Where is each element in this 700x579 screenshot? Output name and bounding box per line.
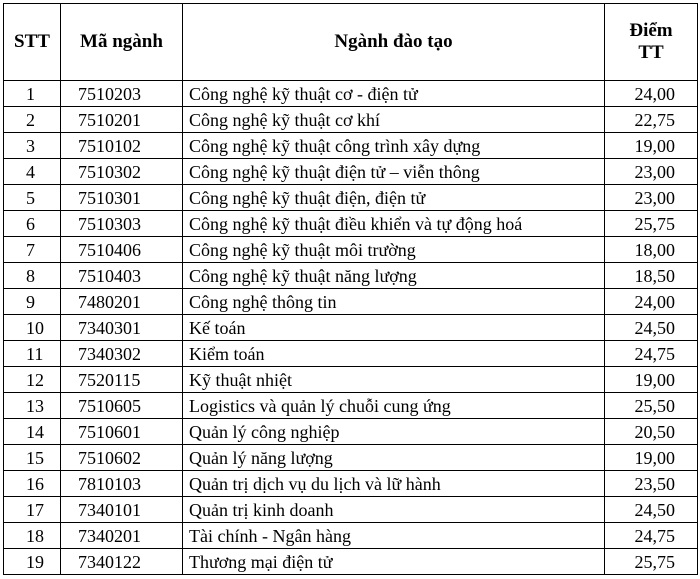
row-major-code-cell: 7340122	[61, 549, 183, 575]
row-major-name-cell: Công nghệ kỹ thuật cơ khí	[183, 107, 605, 133]
row-major-code-cell: 7510301	[61, 185, 183, 211]
row-major-code-cell: 7510102	[61, 133, 183, 159]
header-score	[605, 4, 698, 81]
row-stt-cell: 14	[4, 419, 61, 445]
row-major-name-cell: Công nghệ kỹ thuật môi trường	[183, 237, 605, 263]
table-row	[4, 185, 698, 211]
row-major-name-cell: Kế toán	[183, 315, 605, 341]
row-stt-cell: 17	[4, 497, 61, 523]
row-major-code-cell: 7510303	[61, 211, 183, 237]
row-score-cell: 22,75	[605, 107, 698, 133]
row-stt-cell: 4	[4, 159, 61, 185]
row-major-name-cell: Quản trị dịch vụ du lịch và lữ hành	[183, 471, 605, 497]
row-score-cell: 25,75	[605, 549, 698, 575]
header-major-name: Ngành đào tạo	[183, 4, 605, 81]
row-score-cell: 18,00	[605, 237, 698, 263]
row-major-code-cell: 7510403	[61, 263, 183, 289]
row-major-code-cell: 7480201	[61, 289, 183, 315]
row-score-cell: 25,50	[605, 393, 698, 419]
row-stt-cell: 7	[4, 237, 61, 263]
row-stt-cell: 16	[4, 471, 61, 497]
row-major-code-cell: 7510602	[61, 445, 183, 471]
row-major-code-cell: 7340201	[61, 523, 183, 549]
row-score-cell: 23,00	[605, 185, 698, 211]
row-major-name-cell: Công nghệ kỹ thuật điện, điện tử	[183, 185, 605, 211]
row-major-name-cell: Công nghệ kỹ thuật năng lượng	[183, 263, 605, 289]
table-row	[4, 81, 698, 107]
row-major-code-cell: 7340302	[61, 341, 183, 367]
row-major-code-cell: 7510406	[61, 237, 183, 263]
row-major-name-cell: Tài chính - Ngân hàng	[183, 523, 605, 549]
row-major-code-cell: 7510201	[61, 107, 183, 133]
row-major-name-cell: Kiểm toán	[183, 341, 605, 367]
row-major-code-cell: 7340101	[61, 497, 183, 523]
table-row	[4, 237, 698, 263]
table-row	[4, 263, 698, 289]
row-score-cell: 24,75	[605, 341, 698, 367]
table-row	[4, 393, 698, 419]
row-stt-cell: 3	[4, 133, 61, 159]
row-major-name-cell: Logistics và quản lý chuỗi cung ứng	[183, 393, 605, 419]
header-score-line1: Điểm	[629, 20, 673, 41]
row-score-cell: 24,75	[605, 523, 698, 549]
table-row	[4, 471, 698, 497]
row-major-name-cell: Thương mại điện tử	[183, 549, 605, 575]
row-major-code-cell: 7510203	[61, 81, 183, 107]
row-stt-cell: 10	[4, 315, 61, 341]
row-major-name-cell: Công nghệ kỹ thuật điện tử – viễn thông	[183, 159, 605, 185]
row-score-cell: 23,00	[605, 159, 698, 185]
row-stt-cell: 12	[4, 367, 61, 393]
row-stt-cell: 15	[4, 445, 61, 471]
table-row	[4, 367, 698, 393]
table-row	[4, 445, 698, 471]
table-header	[4, 4, 698, 81]
row-score-cell: 24,00	[605, 289, 698, 315]
row-major-code-cell: 7520115	[61, 367, 183, 393]
header-row	[4, 4, 698, 81]
table-row	[4, 497, 698, 523]
row-major-name-cell: Quản lý công nghiệp	[183, 419, 605, 445]
header-major-code: Mã ngành	[61, 4, 183, 81]
table-row	[4, 341, 698, 367]
row-score-cell: 19,00	[605, 367, 698, 393]
row-major-code-cell: 7510605	[61, 393, 183, 419]
row-stt-cell: 1	[4, 81, 61, 107]
table-row	[4, 549, 698, 575]
table-row	[4, 315, 698, 341]
row-stt-cell: 18	[4, 523, 61, 549]
table-row	[4, 107, 698, 133]
row-score-cell: 24,50	[605, 497, 698, 523]
row-major-code-cell: 7340301	[61, 315, 183, 341]
admission-score-table	[3, 3, 698, 575]
row-major-code-cell: 7510601	[61, 419, 183, 445]
row-major-name-cell: Công nghệ thông tin	[183, 289, 605, 315]
row-score-cell: 24,00	[605, 81, 698, 107]
table-body	[4, 81, 698, 575]
table-row	[4, 523, 698, 549]
table-row	[4, 133, 698, 159]
table-row	[4, 289, 698, 315]
row-score-cell: 19,00	[605, 445, 698, 471]
table-row	[4, 419, 698, 445]
row-stt-cell: 5	[4, 185, 61, 211]
table-row	[4, 211, 698, 237]
row-major-name-cell: Quản lý năng lượng	[183, 445, 605, 471]
row-score-cell: 25,75	[605, 211, 698, 237]
row-score-cell: 20,50	[605, 419, 698, 445]
row-stt-cell: 11	[4, 341, 61, 367]
row-major-name-cell: Công nghệ kỹ thuật công trình xây dựng	[183, 133, 605, 159]
row-major-name-cell: Công nghệ kỹ thuật điều khiển và tự động hoá	[183, 211, 605, 237]
row-score-cell: 19,00	[605, 133, 698, 159]
row-major-code-cell: 7510302	[61, 159, 183, 185]
row-stt-cell: 2	[4, 107, 61, 133]
row-stt-cell: 6	[4, 211, 61, 237]
row-major-name-cell: Quản trị kinh doanh	[183, 497, 605, 523]
row-stt-cell: 13	[4, 393, 61, 419]
row-major-name-cell: Công nghệ kỹ thuật cơ - điện tử	[183, 81, 605, 107]
header-stt: STT	[4, 4, 61, 81]
row-stt-cell: 9	[4, 289, 61, 315]
row-score-cell: 18,50	[605, 263, 698, 289]
row-stt-cell: 19	[4, 549, 61, 575]
table-row	[4, 159, 698, 185]
row-major-name-cell: Kỹ thuật nhiệt	[183, 367, 605, 393]
row-stt-cell: 8	[4, 263, 61, 289]
row-score-cell: 24,50	[605, 315, 698, 341]
row-major-code-cell: 7810103	[61, 471, 183, 497]
row-score-cell: 23,50	[605, 471, 698, 497]
header-score-line2: TT	[638, 42, 664, 63]
